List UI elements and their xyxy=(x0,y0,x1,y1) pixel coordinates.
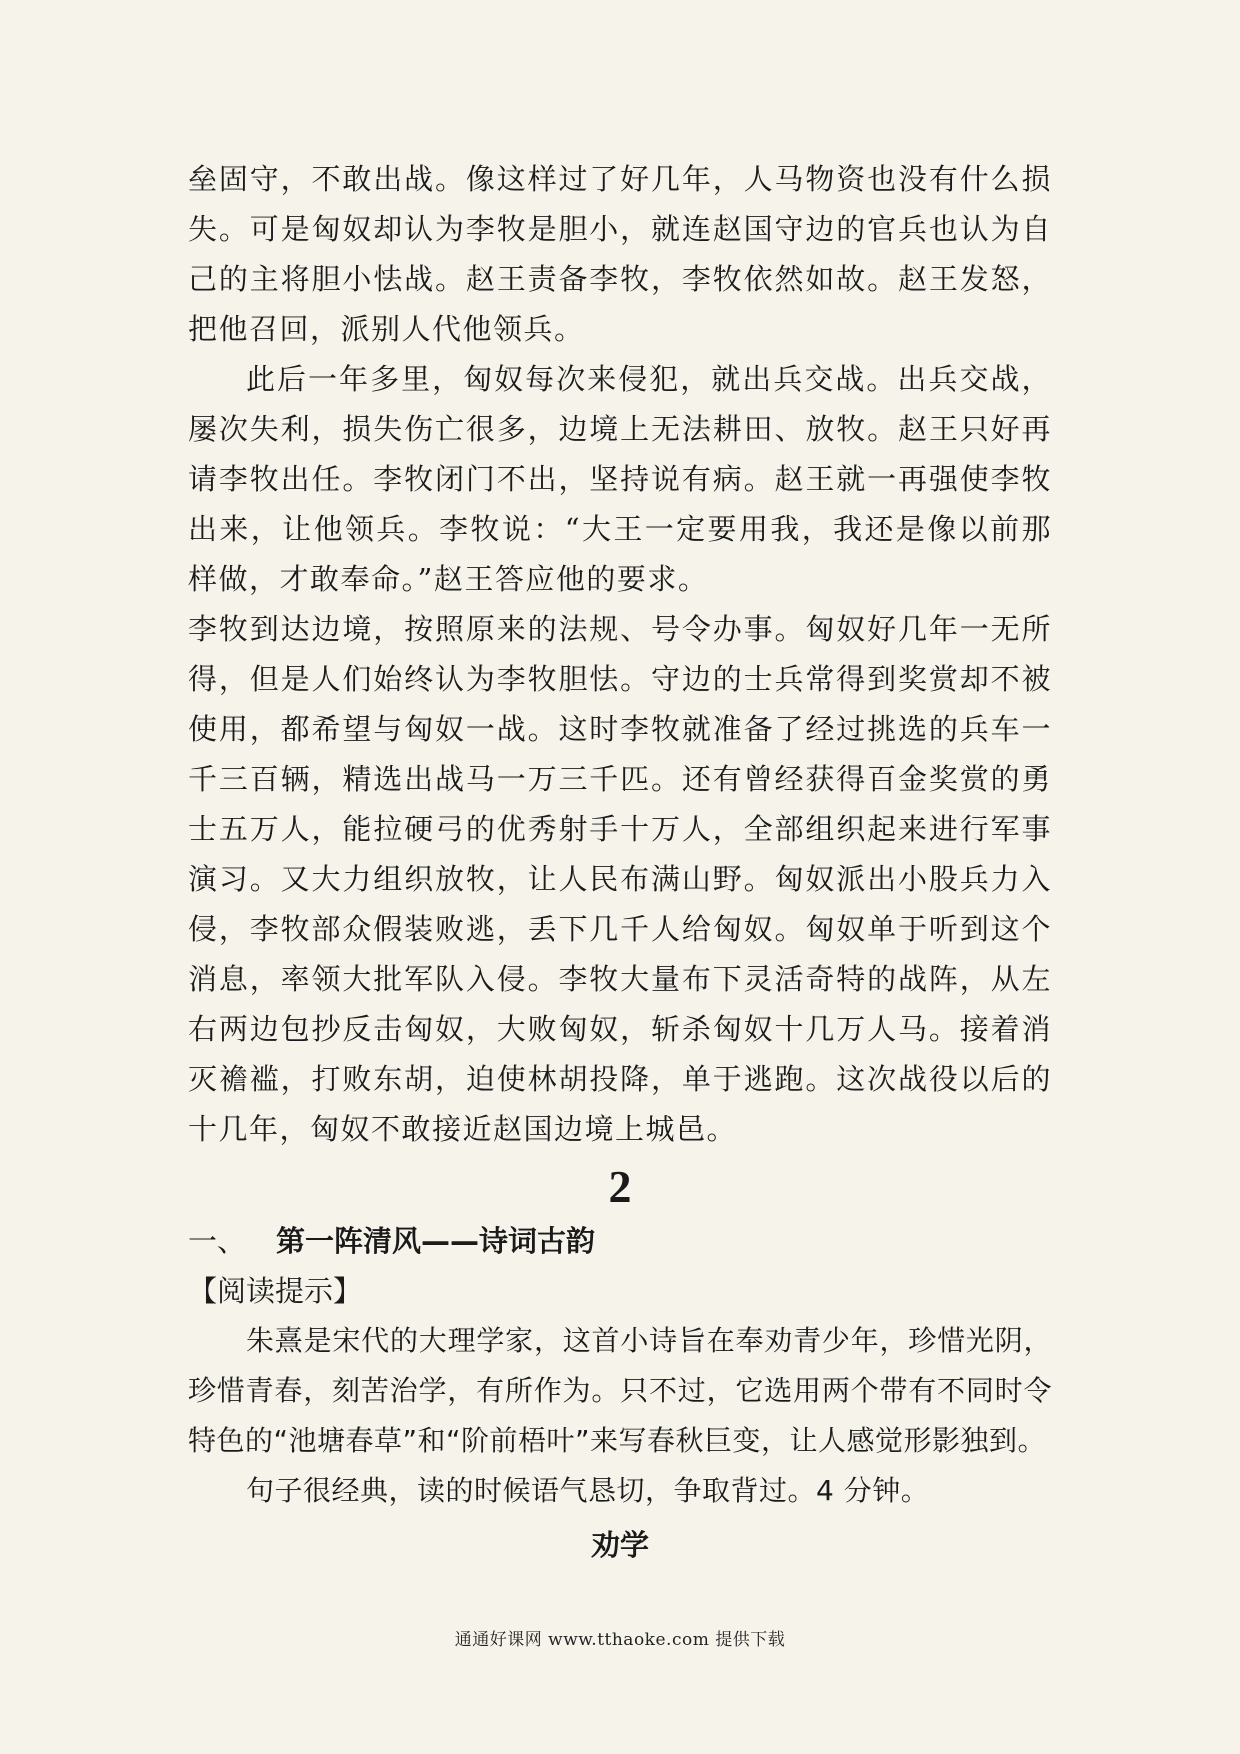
page-number: 2 xyxy=(608,1161,632,1212)
poem-title: 劝学 xyxy=(590,1528,649,1562)
section-title: 第一阵清风——诗词古韵 xyxy=(276,1224,596,1258)
document-page xyxy=(188,154,1052,1570)
story-paragraph-1: 垒固守，不敢出战。像这样过了好几年，人马物资也没有什么损失。可是匈奴却认为李牧是胆小，就连赵国守边的官兵也认为自己的主将胆小怯战。赵王责备李牧，李牧依然如故。赵王发怒，把他召回，派别人代他领兵。 xyxy=(188,162,1052,346)
section-number: 一、 xyxy=(188,1224,247,1258)
story-paragraph-3: 李牧到达边境，按照原来的法规、号令办事。匈奴好几年一无所得，但是人们始终认为李牧胆怯。守边的士兵常得到奖赏却不被使用，都希望与匈奴一战。这时李牧就准备了经过挑选的兵车一千三百辆，精选出战马一万三千匹。还有曾经获得百金奖赏的勇士五万人，能拉硬弓的优秀射手十万人，全部组织起来进行军事演习。又大力组织放牧，让人民布满山野。匈奴派出小股兵力入侵，李牧部众假装败逃，丢下几千人给匈奴。匈奴单于听到这个消息，率领大批军队入侵。李牧大量布下灵活奇特的战阵，从左右两边包抄反击匈奴，大败匈奴，斩杀匈奴十几万人马。接着消灭襜褴，打败东胡，迫使林胡投降，单于逃跑。这次战役以后的十几年，匈奴不敢接近赵国边境上城邑。 xyxy=(188,612,1052,1146)
section-heading xyxy=(188,1216,1052,1266)
reading-hint-label: 【阅读提示】 xyxy=(188,1274,363,1308)
story-paragraph-2: 此后一年多里，匈奴每次来侵犯，就出兵交战。出兵交战，屡次失利，损失伤亡很多，边境上无法耕田、放牧。赵王只好再请李牧出任。李牧闭门不出，坚持说有病。赵王就一再强使李牧出来，让他领兵。李牧说：“大王一定要用我，我还是像以前那样做，才敢奉命。”赵王答应他的要求。 xyxy=(188,362,1052,596)
reading-hint-paragraph-2: 句子很经典，读的时候语气恳切，争取背过。4 分钟。 xyxy=(246,1474,930,1507)
footer-source: 通通好课网 www.tthaoke.com 提供下载 xyxy=(454,1630,786,1650)
reading-hint-paragraph-1: 朱熹是宋代的大理学家，这首小诗旨在奉劝青少年，珍惜光阴，珍惜青春，刻苦治学，有所作为。只不过，它选用两个带有不同时令特色的“池塘春草”和“阶前梧叶”来写春秋巨变，让人感觉形影独到。 xyxy=(188,1324,1052,1457)
